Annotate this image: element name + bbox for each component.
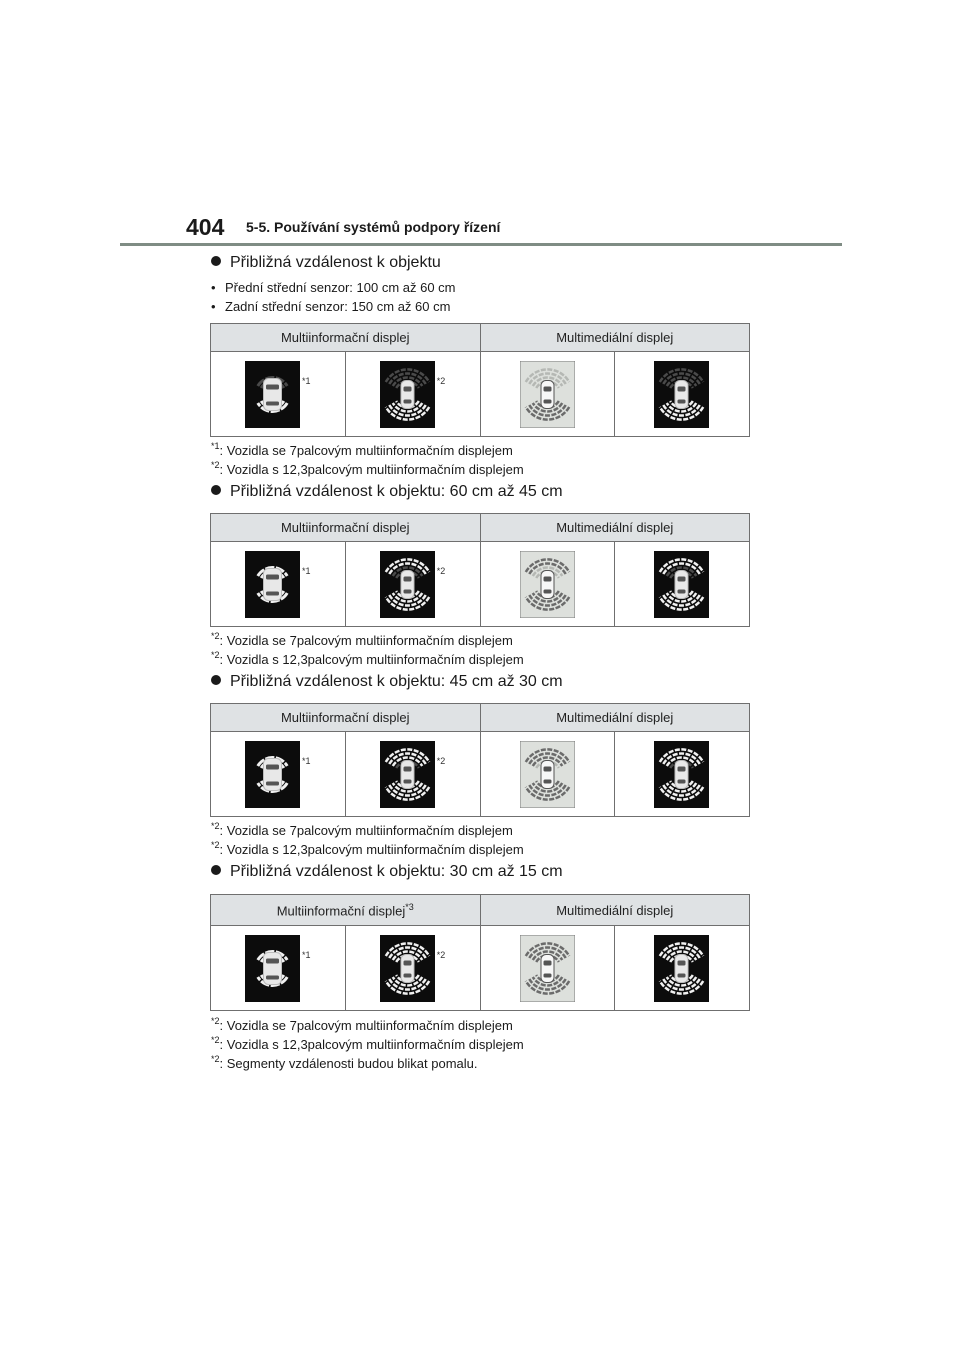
sensor-display-image [520, 551, 575, 618]
sensor-display-image [520, 741, 575, 808]
parking-sensor-graphic [380, 361, 435, 428]
footnote-text: : Vozidla s 12,3palcovým multiinformačním displejem [219, 652, 524, 667]
footnote-text: : Vozidla s 12,3palcovým multiinformačním displejem [219, 462, 524, 477]
windshield [266, 959, 279, 964]
rear-window [543, 590, 551, 594]
column-header-multiinfo: Multiinformační displej [211, 514, 481, 542]
car-icon [401, 571, 414, 599]
car-icon [264, 379, 282, 411]
sensor-display-image [380, 551, 435, 618]
footnote-mark: *2 [211, 1035, 220, 1045]
sensor-display-image [654, 361, 709, 428]
footnote [211, 650, 524, 667]
image-cell [480, 926, 615, 1011]
rear-window [266, 402, 279, 406]
image-cell [480, 542, 615, 627]
rear-window [543, 974, 551, 978]
footnote-mark: *1 [302, 376, 311, 386]
column-header-multimedia: Multimediální displej [480, 324, 750, 352]
image-cell [211, 352, 346, 437]
column-header-multiinfo: Multiinformační displej [211, 704, 481, 732]
footnote-mark: *2 [211, 821, 220, 831]
parking-sensor-graphic [654, 741, 709, 808]
windshield [266, 765, 279, 770]
car-icon [264, 759, 282, 791]
image-cell [480, 352, 615, 437]
windshield [403, 961, 411, 966]
windshield [678, 767, 686, 772]
parking-sensor-graphic [245, 935, 300, 1002]
car-icon [675, 955, 688, 983]
footnote-mark: *2 [211, 840, 220, 850]
windshield [678, 387, 686, 392]
footnote [211, 1035, 524, 1052]
list-item-text: Zadní střední senzor: 150 cm až 60 cm [225, 299, 451, 314]
column-header-multiinfo [211, 895, 481, 926]
column-header-multimedia: Multimediální displej [480, 514, 750, 542]
section-heading [211, 673, 563, 691]
sensor-display-image [520, 935, 575, 1002]
sensor-display-image [245, 361, 300, 428]
footnote-mark: *2 [436, 566, 446, 576]
chapter-title: 5-5. Používání systémů podpory řízení [246, 219, 501, 235]
page-number: 404 [186, 214, 225, 240]
footnote-mark: *2 [211, 1016, 220, 1026]
footnote-mark: *2 [211, 631, 220, 641]
rear-window [678, 590, 686, 594]
section-heading-text: Přibližná vzdálenost k objektu: 45 cm až 30 cm [230, 673, 563, 690]
windshield [266, 575, 279, 580]
rear-window [678, 974, 686, 978]
section-heading [211, 254, 441, 272]
windshield [403, 387, 411, 392]
parking-sensor-graphic [380, 935, 435, 1002]
footnote [211, 1054, 478, 1071]
footnote-text: : Vozidla se 7palcovým multiinformačním displejem [219, 633, 513, 648]
footnote-mark: *1 [302, 756, 311, 766]
parking-sensor-graphic [520, 551, 575, 618]
image-cell [211, 926, 346, 1011]
sensor-display-image [245, 741, 300, 808]
footnote [211, 631, 513, 648]
display-table [210, 894, 750, 1011]
footnote [211, 441, 513, 458]
bullet-icon [211, 485, 221, 495]
rear-window [403, 590, 411, 594]
footnote [211, 1016, 513, 1033]
list-item-text: Přední střední senzor: 100 cm až 60 cm [225, 280, 456, 295]
footnote-text: : Segmenty vzdálenosti budou blikat pomalu. [219, 1056, 478, 1071]
car-icon [401, 761, 414, 789]
footnote-mark: *1 [302, 566, 311, 576]
parking-sensor-graphic [520, 361, 575, 428]
rear-window [403, 974, 411, 978]
parking-sensor-graphic [245, 361, 300, 428]
windshield [543, 961, 551, 966]
section-heading-text: Přibližná vzdálenost k objektu: 30 cm až 15 cm [230, 863, 563, 880]
car-icon [264, 953, 282, 985]
image-cell [345, 732, 480, 817]
bullet-icon [211, 865, 221, 875]
parking-sensor-graphic [654, 551, 709, 618]
display-table [210, 513, 750, 627]
car-icon [541, 381, 554, 409]
windshield [678, 961, 686, 966]
parking-sensor-graphic [380, 551, 435, 618]
image-cell [211, 542, 346, 627]
footnote-text: : Vozidla s 12,3palcovým multiinformačním displejem [219, 842, 524, 857]
rear-window [543, 400, 551, 404]
car-icon [264, 569, 282, 601]
windshield [266, 385, 279, 390]
windshield [678, 577, 686, 582]
footnote-mark: *2 [211, 650, 220, 660]
sensor-display-image [380, 361, 435, 428]
footnote-mark: *1 [302, 950, 311, 960]
windshield [403, 577, 411, 582]
section-heading-text: Přibližná vzdálenost k objektu [230, 254, 441, 271]
parking-sensor-graphic [520, 741, 575, 808]
image-cell [345, 352, 480, 437]
car-icon [675, 381, 688, 409]
footnote-mark: *2 [211, 460, 220, 470]
image-cell [211, 732, 346, 817]
image-cell [345, 542, 480, 627]
footnote-mark: *2 [436, 950, 446, 960]
image-cell [615, 732, 750, 817]
car-icon [541, 761, 554, 789]
sensor-display-image [654, 741, 709, 808]
rear-window [543, 780, 551, 784]
parking-sensor-graphic [520, 935, 575, 1002]
rear-window [266, 976, 279, 980]
footnote [211, 821, 513, 838]
footnote-text: : Vozidla s 12,3palcovým multiinformačním displejem [219, 1037, 524, 1052]
footnote-mark: *2 [211, 1054, 220, 1064]
windshield [543, 767, 551, 772]
sensor-display-image [380, 741, 435, 808]
rear-window [678, 400, 686, 404]
sensor-display-image [245, 935, 300, 1002]
car-icon [675, 761, 688, 789]
parking-sensor-graphic [654, 361, 709, 428]
footnote-text: : Vozidla se 7palcovým multiinformačním displejem [219, 443, 513, 458]
image-cell [615, 352, 750, 437]
rear-window [266, 592, 279, 596]
footnote-mark: *3 [405, 901, 414, 912]
sensor-display-image [520, 361, 575, 428]
sensor-display-image [245, 551, 300, 618]
list-item: • Zadní střední senzor: 150 cm až 60 cm [211, 299, 451, 314]
car-icon [401, 955, 414, 983]
rear-window [678, 780, 686, 784]
display-table [210, 703, 750, 817]
parking-sensor-graphic [245, 741, 300, 808]
section-heading-text: Přibližná vzdálenost k objektu: 60 cm až 45 cm [230, 483, 563, 500]
column-header-multimedia: Multimediální displej [480, 704, 750, 732]
section-heading [211, 863, 563, 881]
footnote-mark: *1 [211, 441, 220, 451]
bullet-icon [211, 675, 221, 685]
image-cell [345, 926, 480, 1011]
car-icon [401, 381, 414, 409]
footnote-text: : Vozidla se 7palcovým multiinformačním displejem [219, 823, 513, 838]
rear-window [403, 780, 411, 784]
sensor-display-image [380, 935, 435, 1002]
windshield [543, 577, 551, 582]
parking-sensor-graphic [380, 741, 435, 808]
list-item: • Přední střední senzor: 100 cm až 60 cm [211, 280, 456, 295]
rear-window [403, 400, 411, 404]
footnote-text: : Vozidla se 7palcovým multiinformačním displejem [219, 1018, 513, 1033]
windshield [403, 767, 411, 772]
sensor-display-image [654, 551, 709, 618]
rear-window [266, 782, 279, 786]
sensor-display-image [654, 935, 709, 1002]
section-heading [211, 483, 563, 501]
bullet-icon [211, 256, 221, 266]
image-cell [480, 732, 615, 817]
footnote [211, 840, 524, 857]
display-table [210, 323, 750, 437]
header-rule [120, 243, 842, 246]
windshield [543, 387, 551, 392]
column-header-multiinfo: Multiinformační displej [211, 324, 481, 352]
parking-sensor-graphic [245, 551, 300, 618]
car-icon [541, 955, 554, 983]
footnote-mark: *2 [436, 756, 446, 766]
column-header-text: Multiinformační displej [276, 903, 406, 919]
image-cell [615, 542, 750, 627]
image-cell [615, 926, 750, 1011]
column-header-multimedia: Multimediální displej [480, 895, 750, 926]
parking-sensor-graphic [654, 935, 709, 1002]
car-icon [675, 571, 688, 599]
footnote [211, 460, 524, 477]
car-icon [541, 571, 554, 599]
footnote-mark: *2 [436, 376, 446, 386]
